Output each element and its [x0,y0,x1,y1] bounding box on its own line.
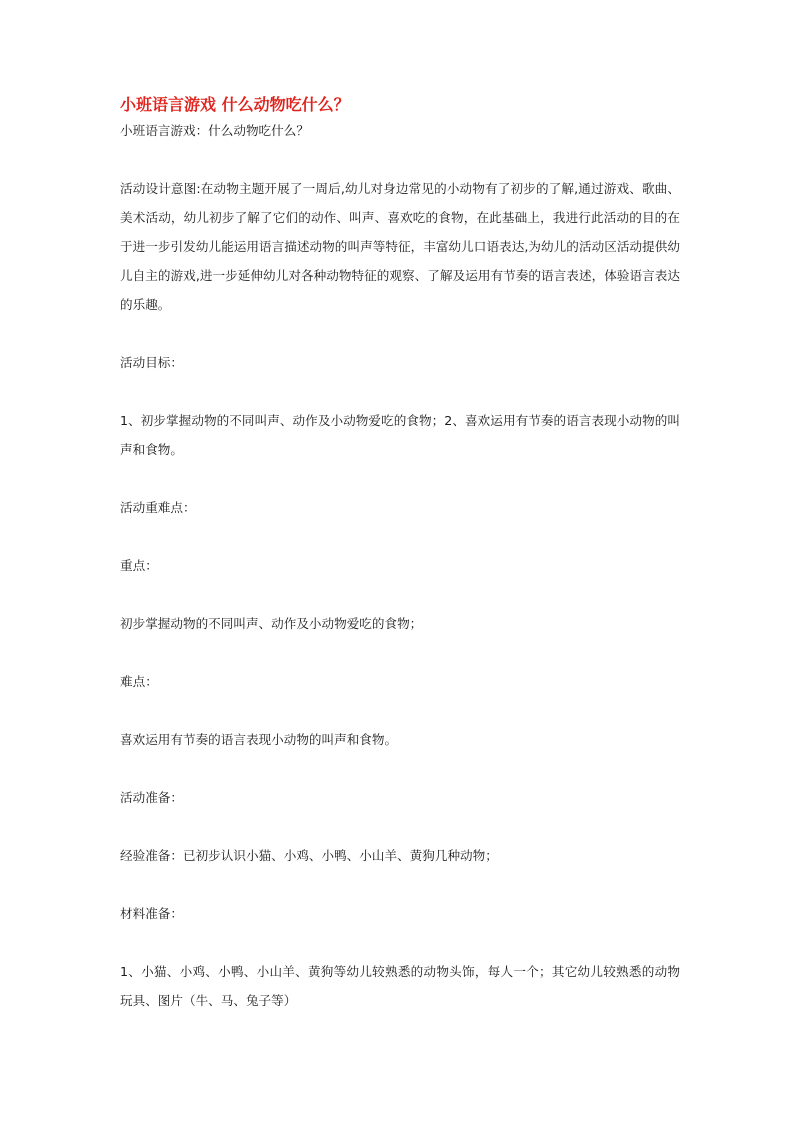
design-intent-paragraph: 活动设计意图:在动物主题开展了一周后,幼儿对身边常见的小动物有了初步的了解,通过游戏、歌曲、美术活动，幼儿初步了解了它们的动作、叫声、喜欢吃的食物，在此基础上，我进行此活动的目的在于进一步引发幼儿能运用语言描述动物的叫声等特征，丰富幼儿口语表达,为幼儿的活动区活动提供幼儿自主的游戏,进一步延伸幼儿对各种动物特征的观察、了解及运用有节奏的语言表述，体验语言表达的乐趣。 [120,181,680,312]
spacer [120,377,680,406]
key-difficulty-heading: 活动重难点： [120,500,196,515]
goals-paragraph: 1、初步掌握动物的不同叫声、动作及小动物爱吃的食物；2、喜欢运用有节奏的语言表现小动物的叫声和食物。 [120,413,680,457]
spacer [120,145,680,174]
goals-heading: 活动目标： [120,355,183,370]
prep-heading: 活动准备： [120,790,183,805]
difficulty-text: 喜欢运用有节奏的语言表现小动物的叫声和食物。 [120,732,398,747]
subtitle: 小班语言游戏：什么动物吃什么？ [120,123,309,138]
spacer [120,638,680,667]
spacer [120,522,680,551]
key-heading: 重点： [120,558,158,573]
spacer [120,812,680,841]
spacer [120,319,680,348]
material-heading: 材料准备： [120,906,183,921]
spacer [120,580,680,609]
spacer [120,696,680,725]
spacer [120,870,680,899]
difficulty-heading: 难点： [120,674,158,689]
document-content [120,94,680,1015]
spacer [120,754,680,783]
material-paragraph: 1、小猫、小鸡、小鸭、小山羊、黄狗等幼儿较熟悉的动物头饰，每人一个；其它幼儿较熟悉的动物玩具、图片（牛、马、兔子等） [120,964,680,1008]
spacer [120,464,680,493]
experience-prep: 经验准备：已初步认识小猫、小鸡、小鸭、小山羊、黄狗几种动物； [120,848,498,863]
document-title: 小班语言游戏 什么动物吃什么？ [120,95,350,114]
key-text: 初步掌握动物的不同叫声、动作及小动物爱吃的食物； [120,616,423,631]
spacer [120,928,680,957]
